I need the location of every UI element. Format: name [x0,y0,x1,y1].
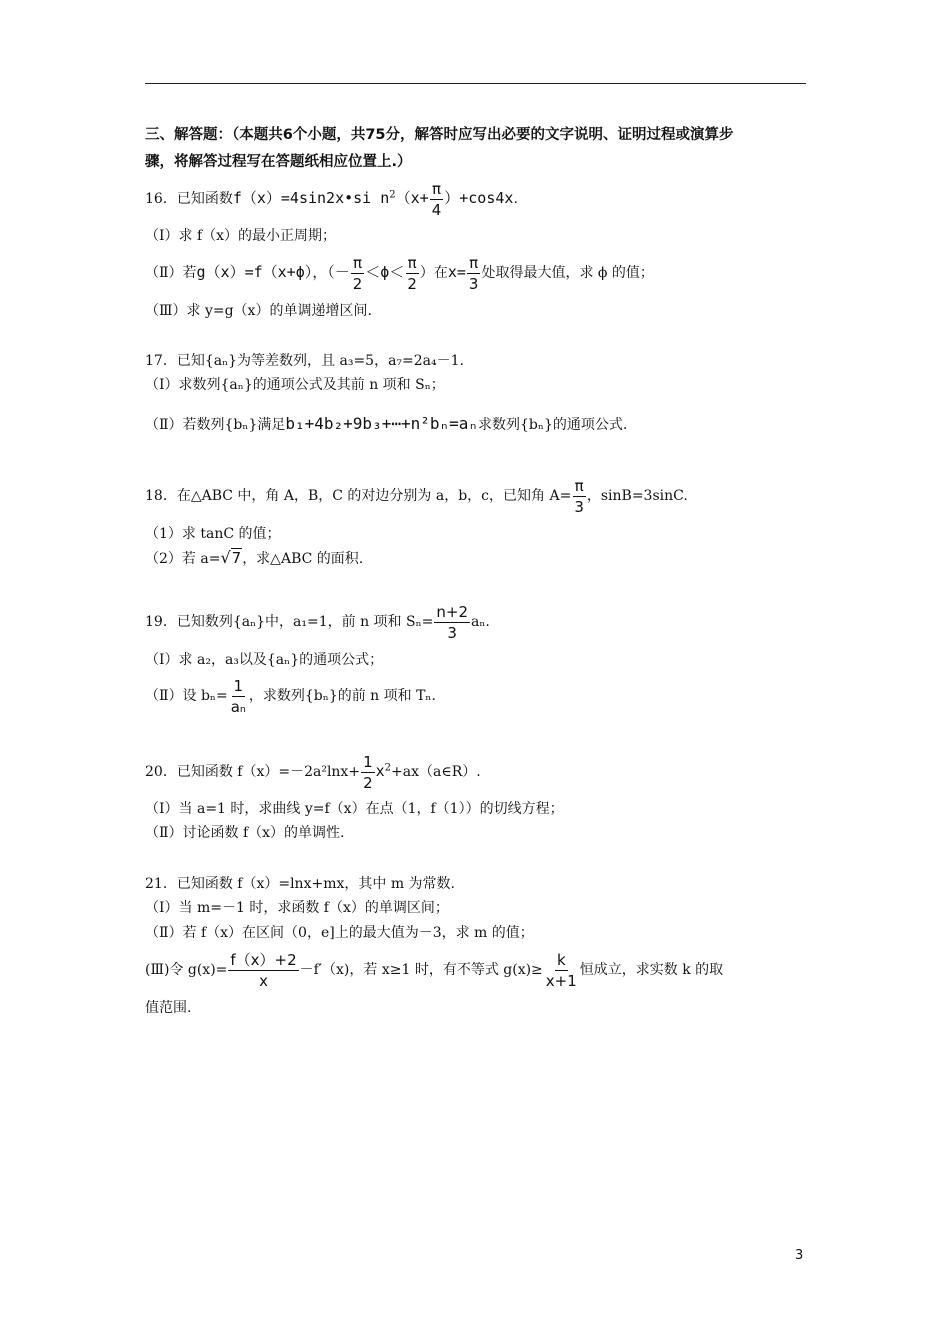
q17-stem: 17．已知{aₙ}为等差数列，且 a₃=5，a₇=2a₄－1. [145,353,464,369]
q21-part-iii: (Ⅲ)令 g(x)= $\frac{f(x)+2}{x}$ －f′（x)，若 x≥1 时，有不等式 g(x)≥ $\frac{k}{x+1}$ 恒成立，求实数 k 的取 [145,950,724,990]
q19-part-i: （Ⅰ）求 a₂，a₃以及{aₙ}的通项公式； [145,652,384,668]
sqrt-icon: √ [220,548,231,567]
page-number: 3 [795,1248,804,1263]
q19-stem: 19．已知数列{aₙ}中，a₁=1，前 n 项和 Sₙ= $\frac{n+2}{3}$ aₙ. [145,602,490,642]
section-heading-line1: 三、解答题：（本题共6个小题，共75分，解答时应写出必要的文字说明、证明过程或演算步 [145,127,734,143]
header-rule [145,83,806,84]
q21-part-iii-cont: 值范围. [145,1000,192,1016]
q16-fraction: $\frac{\pi}{4}$ [431,179,442,219]
q17-part-i: （Ⅰ）求数列{aₙ}的通项公式及其前 n 项和 Sₙ； [145,377,445,393]
q20-stem: 20．已知函数 f（x）=－2a²lnx+ $\frac{1}{2}$ $x^2+ax(a\in R)$. [145,752,481,792]
q16-stem: 16．已知函数f（x）=4sin2x•si $n^2(x+$ $\frac{\pi}{4}$ ）+cos4x. [145,179,518,219]
q18-stem: 18．在△ABC 中，角 A，B，C 的对边分别为 a，b，c，已知角 A= $\frac{\pi}{3}$ ，sinB=3sinC. [145,476,688,516]
q20-part-i: （Ⅰ）当 a=1 时，求曲线 y=f（x）在点（1，f（1））的切线方程； [145,801,564,817]
q21-part-ii: （Ⅱ）若 f（x）在区间（0，e]上的最大值为－3，求 m 的值； [145,925,534,941]
q16-part-ii: （Ⅱ）若g（x）=f（x+ϕ），（－ $\frac{\pi}{2}$ ＜ϕ＜ $\frac{\pi}{2}$ ）在x= $\frac{\pi}{3}$ 处取得最大值，求 ϕ 的值； [145,253,654,293]
q21-part-i: （Ⅰ）当 m=－1 时，求函数 f（x）的单调区间； [145,900,449,916]
q21-stem: 21．已知函数 f（x）=lnx+mx，其中 m 为常数. [145,876,455,892]
q19-part-ii: （Ⅱ）设 bₙ= $\frac{1}{\text{aₙ}}$ ，求数列{bₙ}的前 n 项和 Tₙ. [145,676,436,716]
q18-part-1: （1）求 tanC 的值； [145,526,281,542]
q16-part-i: （Ⅰ）求 f（x）的最小正周期； [145,228,337,244]
q20-part-ii: （Ⅱ）讨论函数 f（x）的单调性. [145,825,345,841]
q17-part-ii: （Ⅱ）若数列{bₙ}满足b₁+4b₂+9b₃+⋯+n²bₙ=aₙ求数列{bₙ}的通项公式. [145,414,628,433]
q18-part-2: （2）若 a=√7，求△ABC 的面积. [145,548,364,567]
q16-part-iii: （Ⅲ）求 y=g（x）的单调递增区间. [145,303,372,319]
section-heading-line2: 骤，将解答过程写在答题纸相应位置上.） [145,154,412,170]
